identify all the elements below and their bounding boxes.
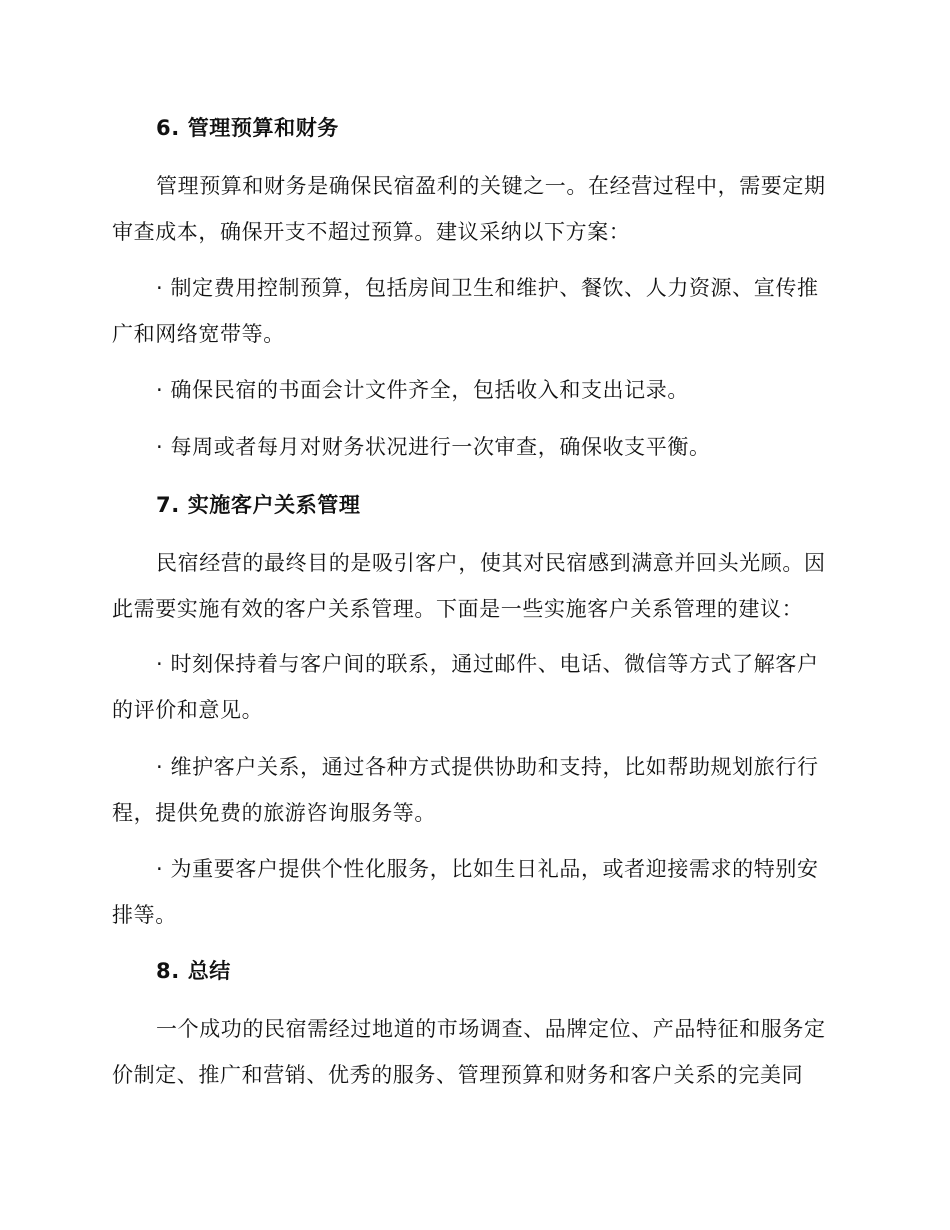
heading-text: 8. 总结 <box>156 959 231 983</box>
section-heading <box>112 105 840 151</box>
section-heading <box>112 948 840 994</box>
paragraph-line: 一个成功的民宿需经过地道的市场调查、品牌定位、产品特征和服务定 <box>156 1017 826 1041</box>
bullet-line: 程，提供免费的旅游咨询服务等。 <box>112 801 436 825</box>
heading-text: 7. 实施客户关系管理 <box>156 493 361 517</box>
bullet-item <box>112 846 840 938</box>
bullet-line: · 确保民宿的书面会计文件齐全，包括收入和支出记录。 <box>156 378 689 402</box>
paragraph <box>112 163 840 255</box>
bullet-line: · 制定费用控制预算，包括房间卫生和维护、餐饮、人力资源、宣传推 <box>156 276 819 300</box>
bullet-line: · 维护客户关系，通过各种方式提供协助和支持，比如帮助规划旅行行 <box>156 755 819 779</box>
bullet-item <box>112 641 840 733</box>
bullet-line: 的评价和意见。 <box>112 698 264 722</box>
bullet-line: · 为重要客户提供个性化服务，比如生日礼品，或者迎接需求的特别安 <box>156 857 819 881</box>
bullet-line: · 每周或者每月对财务状况进行一次审查，确保收支平衡。 <box>156 435 711 459</box>
bullet-item <box>112 265 840 357</box>
paragraph-line: 价制定、推广和营销、优秀的服务、管理预算和财务和客户关系的完美同 <box>112 1063 804 1087</box>
paragraph-line: 审查成本，确保开支不超过预算。建议采纳以下方案： <box>112 220 631 244</box>
bullet-line: 广和网络宽带等。 <box>112 322 285 346</box>
section-heading <box>112 482 840 528</box>
paragraph-line: 管理预算和财务是确保民宿盈利的关键之一。在经营过程中，需要定期 <box>156 174 826 198</box>
paragraph-line: 民宿经营的最终目的是吸引客户，使其对民宿感到满意并回头光顾。因 <box>156 551 826 575</box>
paragraph-line: 此需要实施有效的客户关系管理。下面是一些实施客户关系管理的建议： <box>112 597 804 621</box>
bullet-line: 排等。 <box>112 903 177 927</box>
heading-text: 6. 管理预算和财务 <box>156 116 339 140</box>
bullet-item <box>112 424 840 470</box>
paragraph <box>112 1006 840 1098</box>
bullet-item <box>112 744 840 836</box>
paragraph <box>112 540 840 632</box>
bullet-item <box>112 367 840 413</box>
bullet-line: · 时刻保持着与客户间的联系，通过邮件、电话、微信等方式了解客户 <box>156 652 819 676</box>
